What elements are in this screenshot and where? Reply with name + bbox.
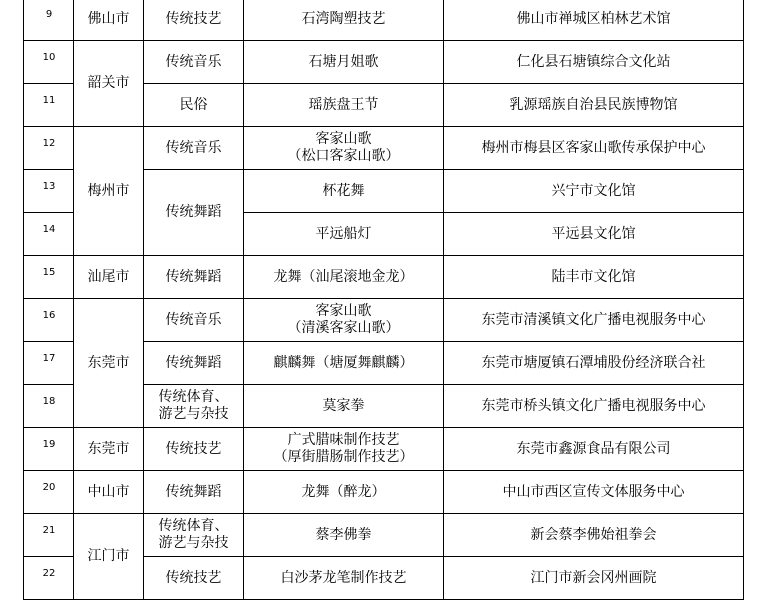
project-cell: 石塘月姐歌 <box>244 41 444 84</box>
unit-cell: 兴宁市文化馆 <box>444 170 744 213</box>
project-cell: 蔡李佛拳 <box>244 514 444 557</box>
project-cell: 石湾陶塑技艺 <box>244 0 444 41</box>
city-cell: 韶关市 <box>74 41 144 127</box>
heritage-table <box>23 0 744 600</box>
table-row <box>24 41 744 84</box>
row-number: 11 <box>24 84 74 127</box>
city-cell: 佛山市 <box>74 0 144 41</box>
unit-cell: 东莞市鑫源食品有限公司 <box>444 428 744 471</box>
project-cell: 客家山歌 （清溪客家山歌） <box>244 299 444 342</box>
row-number: 10 <box>24 41 74 84</box>
category-cell: 传统音乐 <box>144 41 244 84</box>
row-number: 20 <box>24 471 74 514</box>
city-cell: 中山市 <box>74 471 144 514</box>
project-cell: 杯花舞 <box>244 170 444 213</box>
category-cell: 传统舞蹈 <box>144 471 244 514</box>
category-cell: 传统音乐 <box>144 127 244 170</box>
city-cell: 东莞市 <box>74 299 144 428</box>
table-row <box>24 428 744 471</box>
unit-cell: 佛山市禅城区柏林艺术馆 <box>444 0 744 41</box>
row-number: 13 <box>24 170 74 213</box>
project-cell: 龙舞（汕尾滚地金龙） <box>244 256 444 299</box>
table-row <box>24 299 744 342</box>
category-cell: 传统体育、 游艺与杂技 <box>144 385 244 428</box>
unit-cell: 仁化县石塘镇综合文化站 <box>444 41 744 84</box>
row-number: 22 <box>24 557 74 600</box>
category-cell: 传统技艺 <box>144 0 244 41</box>
project-cell: 莫家拳 <box>244 385 444 428</box>
city-cell: 江门市 <box>74 514 144 600</box>
project-cell: 平远船灯 <box>244 213 444 256</box>
table-row <box>24 0 744 41</box>
project-cell: 客家山歌 （松口客家山歌） <box>244 127 444 170</box>
table-row <box>24 256 744 299</box>
unit-cell: 东莞市塘厦镇石潭埔股份经济联合社 <box>444 342 744 385</box>
category-cell: 传统音乐 <box>144 299 244 342</box>
project-cell: 白沙茅龙笔制作技艺 <box>244 557 444 600</box>
row-number: 14 <box>24 213 74 256</box>
unit-cell: 新会蔡李佛始祖拳会 <box>444 514 744 557</box>
category-cell: 民俗 <box>144 84 244 127</box>
unit-cell: 东莞市清溪镇文化广播电视服务中心 <box>444 299 744 342</box>
category-cell: 传统体育、 游艺与杂技 <box>144 514 244 557</box>
unit-cell: 梅州市梅县区客家山歌传承保护中心 <box>444 127 744 170</box>
unit-cell: 陆丰市文化馆 <box>444 256 744 299</box>
row-number: 18 <box>24 385 74 428</box>
row-number: 15 <box>24 256 74 299</box>
project-cell: 麒麟舞（塘厦舞麒麟） <box>244 342 444 385</box>
category-cell: 传统舞蹈 <box>144 170 244 256</box>
unit-cell: 平远县文化馆 <box>444 213 744 256</box>
category-cell: 传统技艺 <box>144 428 244 471</box>
project-cell: 瑶族盘王节 <box>244 84 444 127</box>
city-cell: 汕尾市 <box>74 256 144 299</box>
row-number: 9 <box>24 0 74 41</box>
row-number: 16 <box>24 299 74 342</box>
table-row <box>24 514 744 557</box>
city-cell: 梅州市 <box>74 127 144 256</box>
unit-cell: 东莞市桥头镇文化广播电视服务中心 <box>444 385 744 428</box>
category-cell: 传统舞蹈 <box>144 256 244 299</box>
table-row <box>24 127 744 170</box>
category-cell: 传统舞蹈 <box>144 342 244 385</box>
row-number: 12 <box>24 127 74 170</box>
project-cell: 广式腊味制作技艺 （厚街腊肠制作技艺） <box>244 428 444 471</box>
category-cell: 传统技艺 <box>144 557 244 600</box>
table-row <box>24 471 744 514</box>
unit-cell: 乳源瑶族自治县民族博物馆 <box>444 84 744 127</box>
project-cell: 龙舞（醉龙） <box>244 471 444 514</box>
unit-cell: 江门市新会冈州画院 <box>444 557 744 600</box>
city-cell: 东莞市 <box>74 428 144 471</box>
row-number: 21 <box>24 514 74 557</box>
row-number: 17 <box>24 342 74 385</box>
row-number: 19 <box>24 428 74 471</box>
unit-cell: 中山市西区宣传文体服务中心 <box>444 471 744 514</box>
